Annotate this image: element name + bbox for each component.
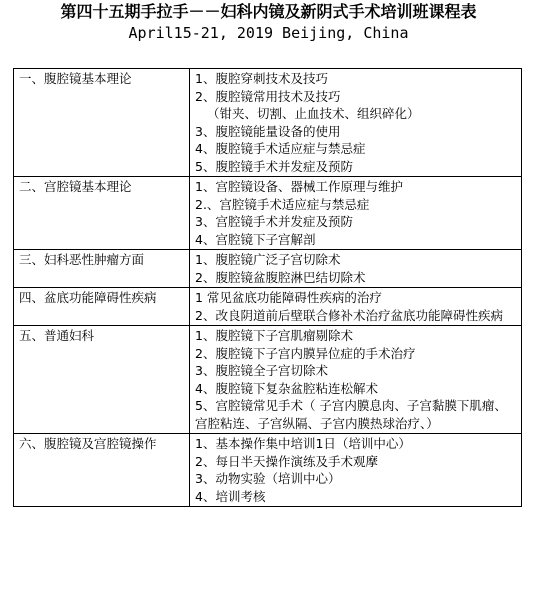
table-row bbox=[14, 250, 522, 288]
topic-item: 1、腹腔镜广泛子宫切除术 bbox=[195, 252, 341, 267]
section-topics bbox=[190, 177, 522, 250]
table-row bbox=[14, 326, 522, 434]
section-name: 一、腹腔镜基本理论 bbox=[14, 69, 190, 177]
section-topics bbox=[190, 288, 522, 326]
table-row bbox=[14, 69, 522, 177]
section-topics bbox=[190, 434, 522, 507]
topic-item: 1、腹腔穿刺技术及技巧 bbox=[195, 71, 328, 86]
topic-item: 5、宫腔镜常见手术（ 子宫内膜息肉、子宫黏膜下肌瘤、宫腔粘连、子宫纵隔、子宫内膜热球治疗、） bbox=[195, 398, 507, 431]
table-row bbox=[14, 288, 522, 326]
topic-item: 4、腹腔镜下复杂盆腔粘连松解术 bbox=[195, 380, 378, 396]
topic-item: 2、改良阴道前后壁联合修补术治疗盆底功能障碍性疾病 bbox=[195, 307, 503, 323]
section-name: 五、普通妇科 bbox=[14, 326, 190, 434]
topic-item: 2、每日半天操作演练及手术观摩 bbox=[195, 453, 378, 469]
topic-item: 4、培训考核 bbox=[195, 488, 266, 504]
section-topics bbox=[190, 69, 522, 177]
section-name: 二、宫腔镜基本理论 bbox=[14, 177, 190, 250]
page-subtitle: April15-21, 2019 Beijing, China bbox=[128, 24, 409, 42]
topic-item: 2、腹腔镜下子宫内膜异位症的手术治疗 bbox=[195, 345, 416, 361]
topic-item: 3、宫腔镜手术并发症及预防 bbox=[195, 214, 353, 229]
topic-item: 1、腹腔镜下子宫肌瘤剔除术 bbox=[195, 328, 353, 343]
table-row bbox=[14, 434, 522, 507]
section-name: 六、腹腔镜及宫腔镜操作 bbox=[14, 434, 190, 507]
table-row bbox=[14, 177, 522, 250]
topic-item: 3、腹腔镜能量设备的使用 bbox=[195, 123, 341, 139]
topic-item: 4、宫腔镜下子宫解剖 bbox=[195, 231, 316, 247]
topic-item: 4、腹腔镜手术适应症与禁忌症 bbox=[195, 141, 366, 156]
curriculum-table bbox=[13, 68, 522, 507]
topic-item: 2、腹腔镜常用技术及技巧 bbox=[195, 88, 341, 104]
section-name: 四、盆底功能障碍性疾病 bbox=[14, 288, 190, 326]
topic-item: 2、腹腔镜盆腹腔淋巴结切除术 bbox=[195, 269, 366, 285]
section-topics bbox=[190, 250, 522, 288]
topic-item: 2.、宫腔镜手术适应症与禁忌症 bbox=[195, 196, 370, 212]
section-topics bbox=[190, 326, 522, 434]
topic-item: （钳夹、切割、止血技术、组织碎化） bbox=[207, 106, 420, 121]
page-title: 第四十五期手拉手－－妇科内镜及新阴式手术培训班课程表 bbox=[60, 2, 477, 21]
topic-item: 3、动物实验（培训中心） bbox=[195, 471, 341, 486]
topic-item: 1 常见盆底功能障碍性疾病的治疗 bbox=[195, 290, 382, 305]
topic-item: 3、腹腔镜全子宫切除术 bbox=[195, 363, 328, 378]
topic-item: 5、腹腔镜手术并发症及预防 bbox=[195, 158, 353, 174]
topic-item: 1、宫腔镜设备、器械工作原理与维护 bbox=[195, 179, 403, 194]
section-name: 三、妇科恶性肿瘤方面 bbox=[14, 250, 190, 288]
topic-item: 1、基本操作集中培训1日（培训中心） bbox=[195, 436, 411, 451]
